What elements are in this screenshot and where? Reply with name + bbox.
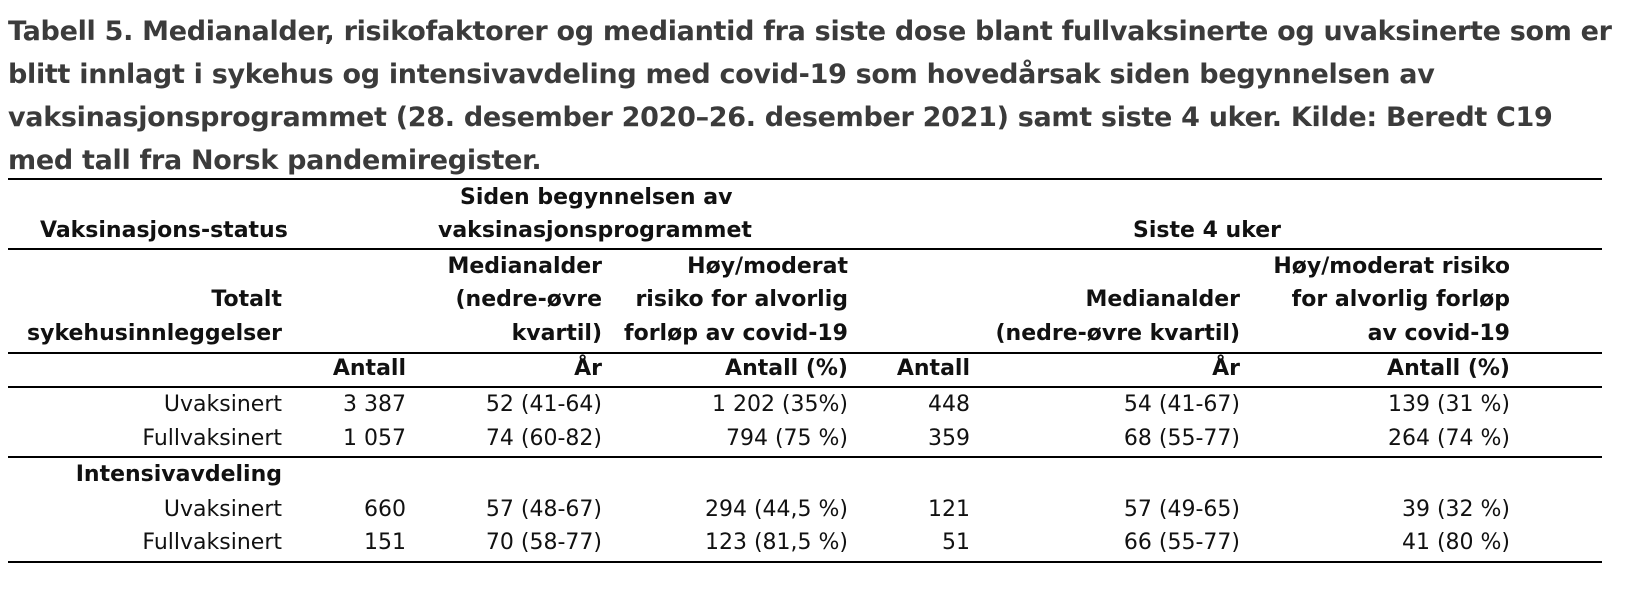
row-antall: 1 057 xyxy=(343,426,406,451)
median-last4-header-line1: Medianalder xyxy=(1085,287,1240,312)
group-last4-header: Siste 4 uker xyxy=(1133,218,1282,243)
row-risk: 294 (44,5 %) xyxy=(704,497,848,522)
total-header-line2: sykehusinnleggelser xyxy=(27,321,282,346)
median-since-header-line3: kvartil) xyxy=(511,321,602,346)
row-antall-last4: 121 xyxy=(928,497,970,522)
row-risk-last4: 139 (31 %) xyxy=(1387,392,1510,417)
row-median-last4: 68 (55-77) xyxy=(1123,426,1240,451)
section-icu-label: Intensivavdeling xyxy=(75,462,282,487)
median-since-header-line2: (nedre-øvre xyxy=(455,287,602,312)
row-median: 57 (48-67) xyxy=(485,497,602,522)
row-antall: 3 387 xyxy=(343,392,406,417)
unit-antall-since: Antall xyxy=(332,356,406,381)
row-risk: 1 202 (35%) xyxy=(711,392,848,417)
row-median: 70 (58-77) xyxy=(485,530,602,555)
unit-ar-last4: År xyxy=(1212,356,1240,381)
row-antall-last4: 448 xyxy=(928,392,970,417)
risk-last4-header-line1: Høy/moderat risiko xyxy=(1273,254,1510,279)
row-median-last4: 66 (55-77) xyxy=(1123,530,1240,555)
table-caption: Tabell 5. Medianalder, risikofaktorer og mediantid fra siste dose blant fullvaksinerte og uvaksinerte som er blitt innlagt i sykehus og intensivavdeling med covid-19 som hovedårsak siden begynnelsen av vaksinasjonsprogrammet (28. desember 2020–26. desember 2021) samt siste 4 uker. Kilde: Beredt C19 med tall fra Norsk pandemiregister. xyxy=(8,16,1612,176)
median-last4-header-line2: (nedre-øvre kvartil) xyxy=(995,321,1240,346)
table-bottom-rule xyxy=(8,561,1602,563)
row-antall-last4: 359 xyxy=(928,426,970,451)
row-status: Fullvaksinert xyxy=(142,426,282,451)
row-status: Uvaksinert xyxy=(163,497,282,522)
row-median-last4: 54 (41-67) xyxy=(1123,392,1240,417)
risk-since-header-line3: forløp av covid-19 xyxy=(624,321,848,346)
risk-since-header-line2: risiko for alvorlig xyxy=(635,287,848,312)
table-top-rule xyxy=(8,178,1602,180)
group-since-header-line2: vaksinasjonsprogrammet xyxy=(438,218,752,243)
row-risk-last4: 41 (80 %) xyxy=(1401,530,1510,555)
unit-antall-pct-last4: Antall (%) xyxy=(1387,356,1510,381)
row-median-last4: 57 (49-65) xyxy=(1123,497,1240,522)
row-risk: 794 (75 %) xyxy=(725,426,848,451)
row-risk-last4: 39 (32 %) xyxy=(1401,497,1510,522)
row-median: 74 (60-82) xyxy=(485,426,602,451)
unit-ar-since: År xyxy=(574,356,602,381)
status-header: Vaksinasjons-status xyxy=(40,218,288,243)
unit-antall-pct-since: Antall (%) xyxy=(725,356,848,381)
risk-last4-header-line2: for alvorlig forløp xyxy=(1291,287,1510,312)
row-risk-last4: 264 (74 %) xyxy=(1387,426,1510,451)
row-antall-last4: 51 xyxy=(942,530,970,555)
group-since-header-line1: Siden begynnelsen av xyxy=(460,185,733,210)
total-header-line1: Totalt xyxy=(211,287,282,312)
row-median: 52 (41-64) xyxy=(485,392,602,417)
unit-antall-last4: Antall xyxy=(896,356,970,381)
row-status: Uvaksinert xyxy=(163,392,282,417)
row-status: Fullvaksinert xyxy=(142,530,282,555)
row-antall: 660 xyxy=(364,497,406,522)
risk-last4-header-line3: av covid-19 xyxy=(1367,321,1510,346)
risk-since-header-line1: Høy/moderat xyxy=(687,254,848,279)
median-since-header-line1: Medianalder xyxy=(447,254,602,279)
row-risk: 123 (81,5 %) xyxy=(704,530,848,555)
row-antall: 151 xyxy=(364,530,406,555)
